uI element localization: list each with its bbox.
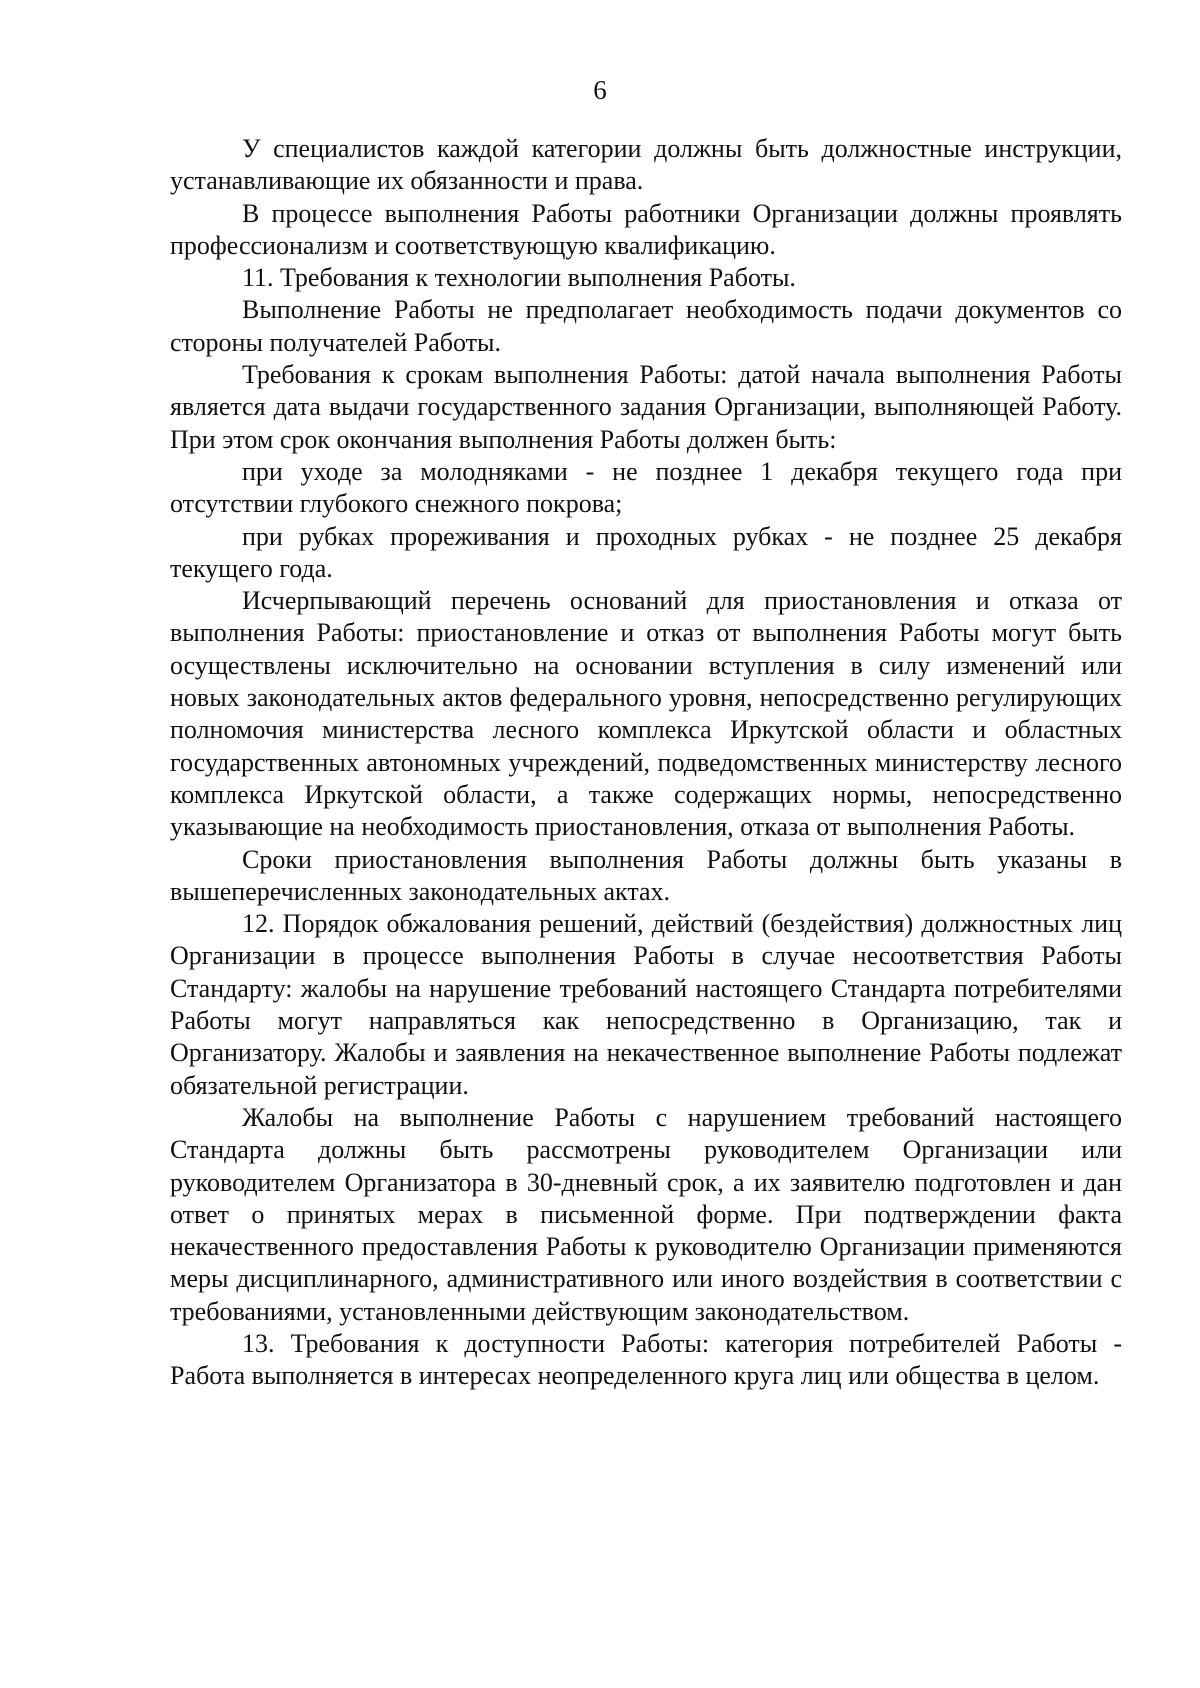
paragraph-young-stand-care-deadline: при уходе за молодняками - не позднее 1 декабря текущего года при отсутствии глубокого снежного покрова; [170,456,1122,519]
document-body [170,133,1122,1393]
page-number: 6 [593,75,607,105]
paragraph-section-12-appeals: 12. Порядок обжалования решений, действий (бездействия) должностных лиц Организации в процессе выполнения Работы в случае несоответствия Работы Стандарту: жалобы на нарушение требований настоящего Стандарта потребителями Работы могут направляться как непосредственно в Организацию, так и Организатору. Жалобы и заявления на некачественное выполнение Работы подлежат обязательной регистрации. [170,909,1122,1100]
paragraph-suspension-grounds: Исчерпывающий перечень оснований для приостановления и отказа от выполнения Работы: приостановление и отказ от выполнения Работы могут быть осуществлены исключительно на основании вступления в силу изменений или новых законодательных актов федерального уровня, непосредственно регулирующих полномочия министерства лесного комплекса Иркутской области и областных государственных автономных учреждений, подведомственных министерству лесного комплекса Иркутской области, а также содержащих нормы, непосредственно указывающие на необходимость приостановления, отказа от выполнения Работы. [170,586,1122,842]
paragraph-professionalism: В процессе выполнения Работы работники Организации должны проявлять профессионализм и соответствующую квалификацию. [170,198,1122,260]
paragraph-job-descriptions: У специалистов каждой категории должны быть должностные инструкции, устанавливающие их обязанности и права. [170,134,1122,196]
paragraph-section-13-accessibility: 13. Требования к доступности Работы: категория потребителей Работы - Работа выполняется в интересах неопределенного круга лиц или общества в целом. [170,1328,1122,1391]
paragraph-section-11-heading: 11. Требования к технологии выполнения Работы. [242,263,796,293]
paragraph-suspension-terms: Сроки приостановления выполнения Работы должны быть указаны в вышеперечисленных законодательных актах. [170,844,1122,906]
paragraph-deadline-requirements: Требования к срокам выполнения Работы: датой начала выполнения Работы является дата выдачи государственного задания Организации, выполняющей Работу. При этом срок окончания выполнения Работы должен быть: [170,360,1122,454]
paragraph-complaint-review: Жалобы на выполнение Работы с нарушением требований настоящего Стандарта должны быть рассмотрены руководителем Организации или руководителем Организатора в 30-дневный срок, а их заявителю подготовлен и дан ответ о принятых мерах в письменной форме. При подтверждении факта некачественного предоставления Работы к руководителю Организации применяются меры дисциплинарного, административного или иного воздействия в соответствии с требованиями, установленными действующим законодательством. [170,1102,1122,1326]
paragraph-thinning-deadline: при рубках прореживания и проходных рубках - не позднее 25 декабря текущего года. [170,521,1122,583]
paragraph-no-documents-required: Выполнение Работы не предполагает необходимость подачи документов со стороны получателей Работы. [170,295,1122,357]
